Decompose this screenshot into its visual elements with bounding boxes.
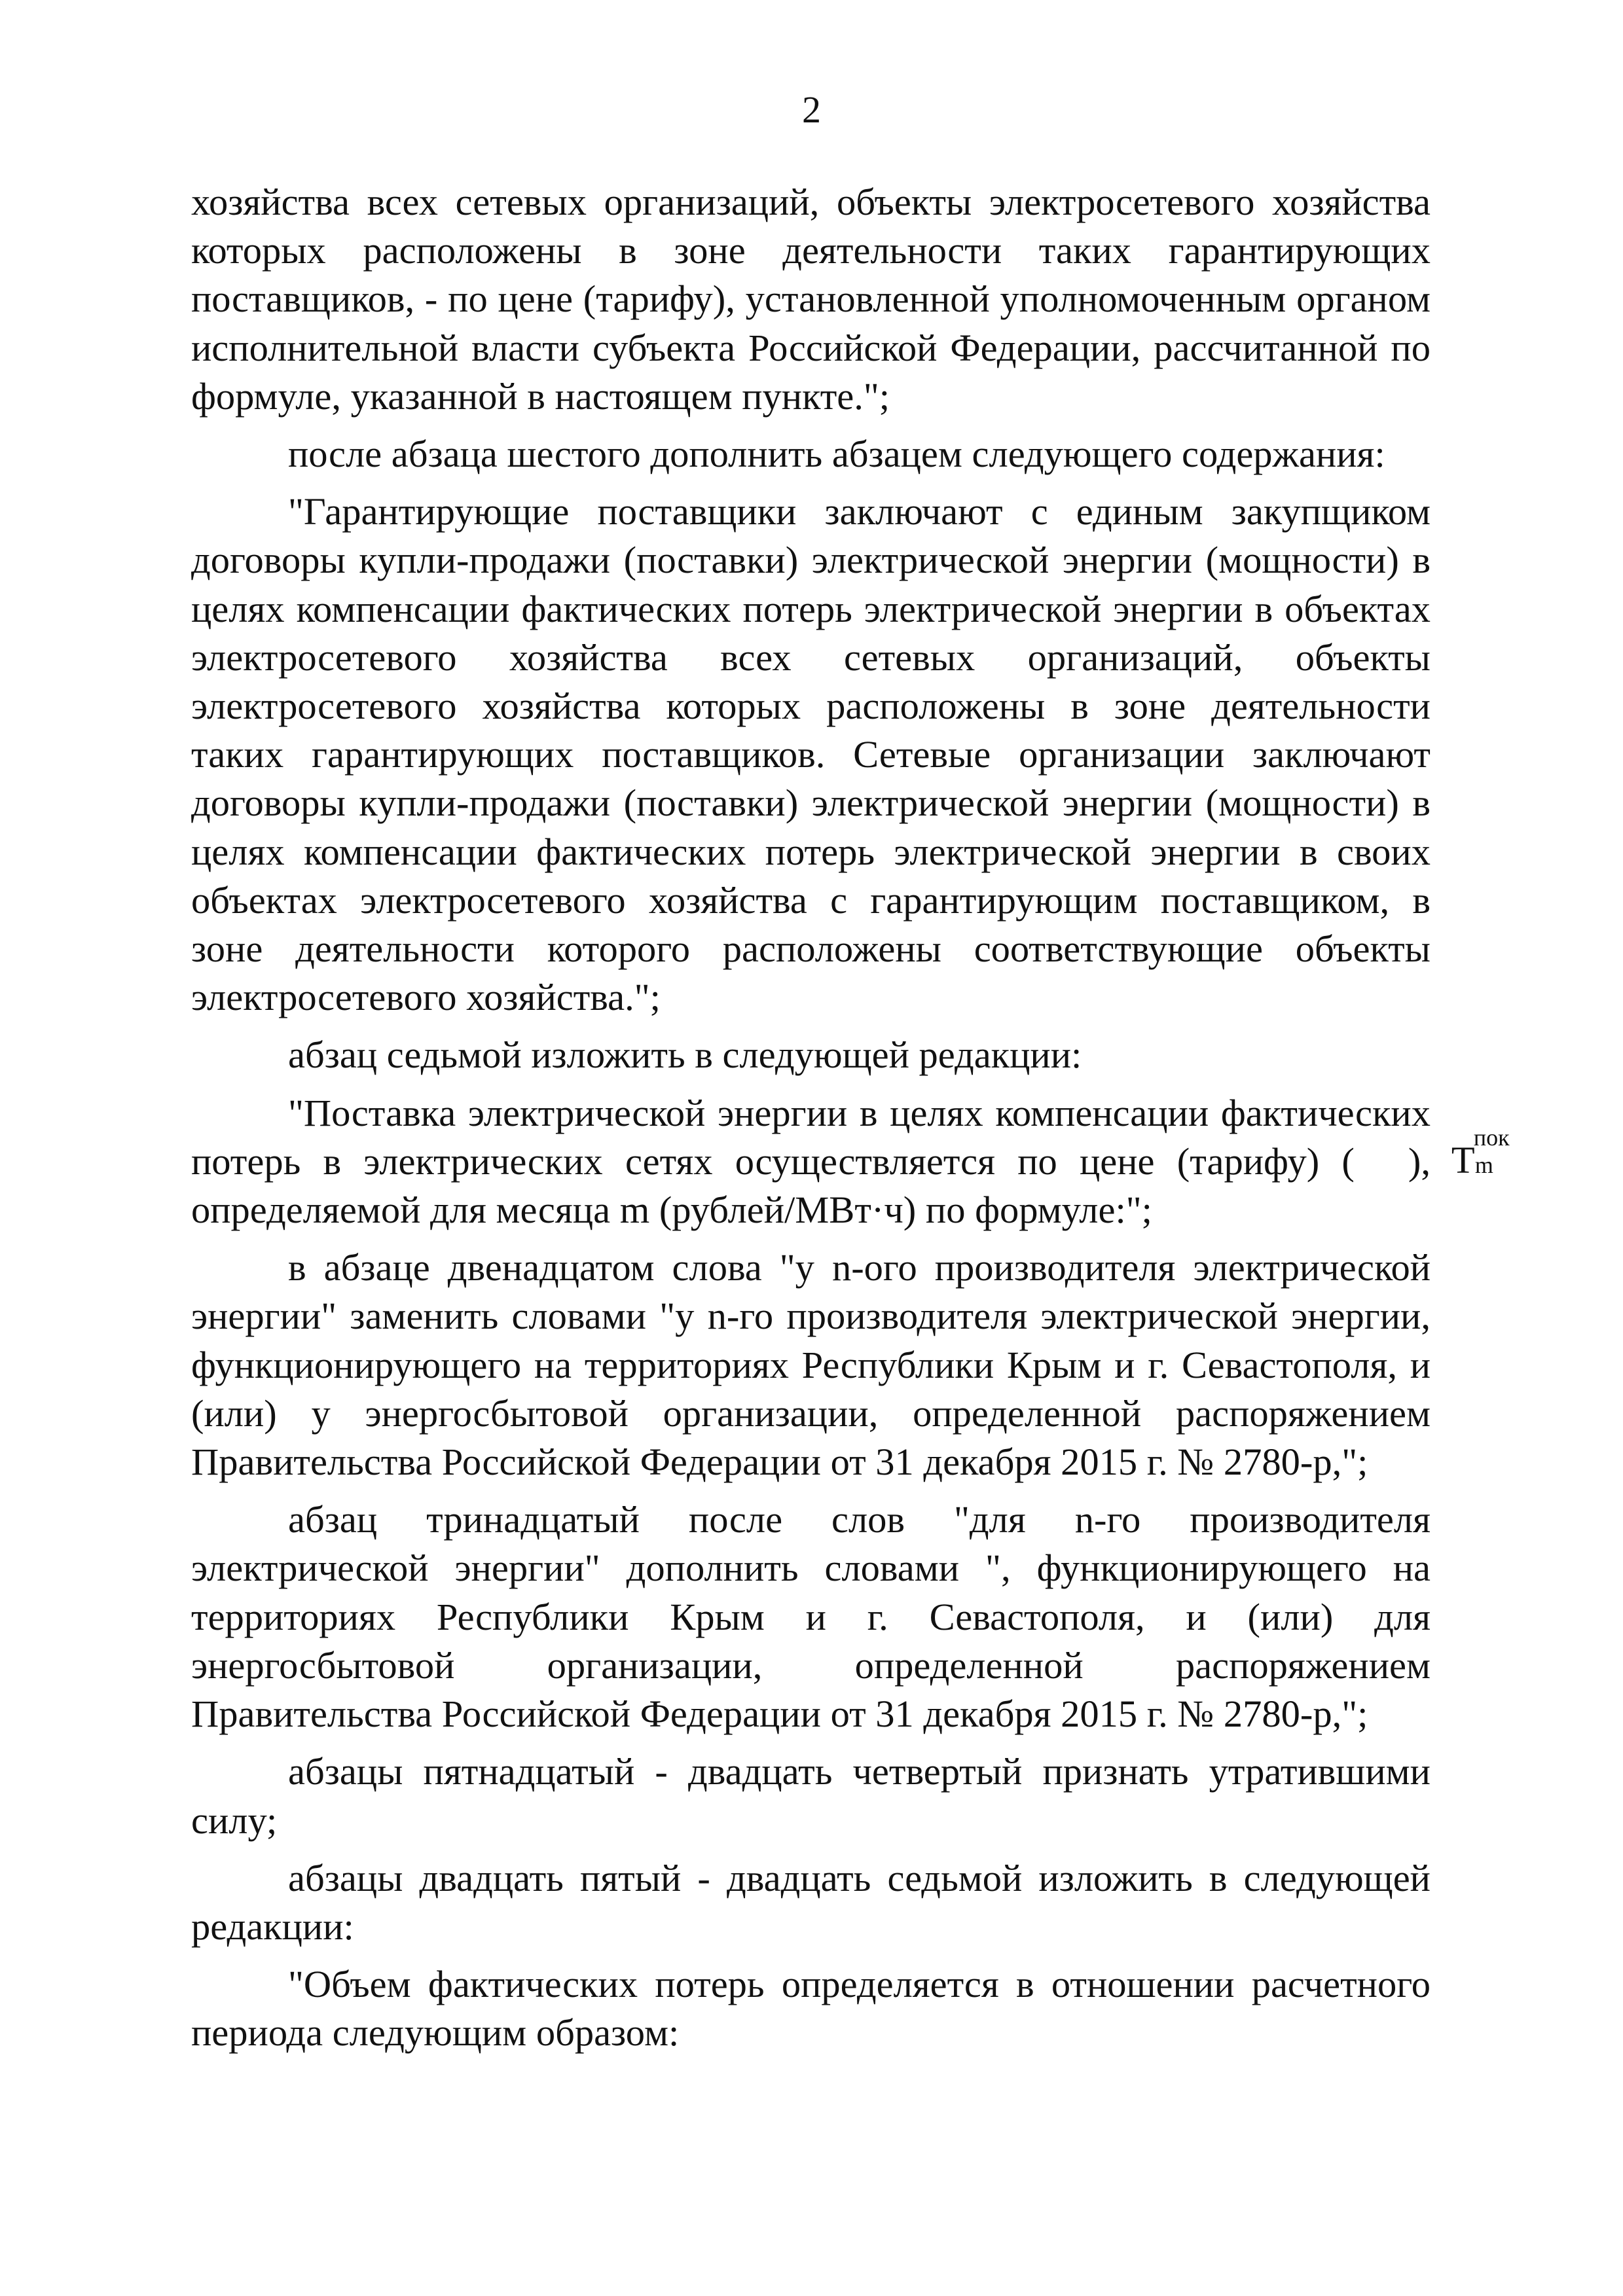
paragraph-amendment-instruction: абзац седьмой изложить в следующей редакции:	[288, 1033, 1082, 1077]
paragraph-amendment-instruction: абзацы двадцать пятый - двадцать седьмой изложить в следующей редакции:	[191, 1856, 1431, 1948]
paragraph-amendment-repeal: абзацы пятнадцатый - двадцать четвертый признать утратившими силу;	[191, 1750, 1431, 1842]
tariff-symbol	[1355, 1124, 1510, 1181]
paragraph-amendment-instruction: после абзаца шестого дополнить абзацем следующего содержания:	[288, 433, 1385, 476]
page-number: 2	[802, 88, 821, 131]
tariff-symbol-base: T	[1451, 1138, 1475, 1181]
paragraph-amendment-supplement: абзац тринадцатый после слов "для n-го производителя электрической энергии" дополнить словами ", функционирующего на территориях Республики Крым и г. Севастополя, и (или) для энергосбытовой организации, определенной распоряжением Правительства Российской Федерации от 31 декабря 2015 г. № 2780-р,";	[191, 1498, 1431, 1736]
document-body	[191, 178, 1510, 2058]
tariff-text-after: ), определяемой для месяца m (рублей/МВт·ч) по формуле:";	[191, 1139, 1431, 1232]
tariff-text-before: "Поставка электрической энергии в целях компенсации фактических потерь в электрических сетях осуществляется по цене (тарифу) (	[191, 1091, 1431, 1183]
paragraph-continuation: хозяйства всех сетевых организаций, объекты электросетевого хозяйства которых расположены в зоне деятельности таких гарантирующих поставщиков, - по цене (тарифу), установленной уполномоченным органом исполнительной власти субъекта Российской Федерации, рассчитанной по формуле, указанной в настоящем пункте.";	[191, 181, 1431, 418]
tariff-symbol-superscript: пок	[1473, 1124, 1510, 1151]
tariff-symbol-subscript: m	[1474, 1151, 1493, 1178]
paragraph-quoted-losses: "Объем фактических потерь определяется в отношении расчетного периода следующим образом:	[191, 1963, 1431, 2054]
paragraph-amendment-replace: в абзаце двенадцатом слова "у n-ого производителя электрической энергии" заменить словами "у n-го производителя электрической энергии, функционирующего на территориях Республики Крым и г. Севастополя, и (или) у энергосбытовой организации, определенной распоряжением Правительства Российской Федерации от 31 декабря 2015 г. № 2780-р,";	[191, 1246, 1431, 1484]
paragraph-quoted-insertion: "Гарантирующие поставщики заключают с единым закупщиком договоры купли-продажи (поставки) электрической энергии (мощности) в целях компенсации фактических потерь электрической энергии в объектах электросетевого хозяйства всех сетевых организаций, объекты электросетевого хозяйства которых расположены в зоне деятельности таких гарантирующих поставщиков. Сетевые организации заключают договоры купли-продажи (поставки) электрической энергии (мощности) в целях компенсации фактических потерь электрической энергии в своих объектах электросетевого хозяйства с гарантирующим поставщиком, в зоне деятельности которого расположены соответствующие объекты электросетевого хозяйства.";	[191, 490, 1431, 1019]
paragraph-quoted-tariff	[191, 1089, 1510, 1235]
